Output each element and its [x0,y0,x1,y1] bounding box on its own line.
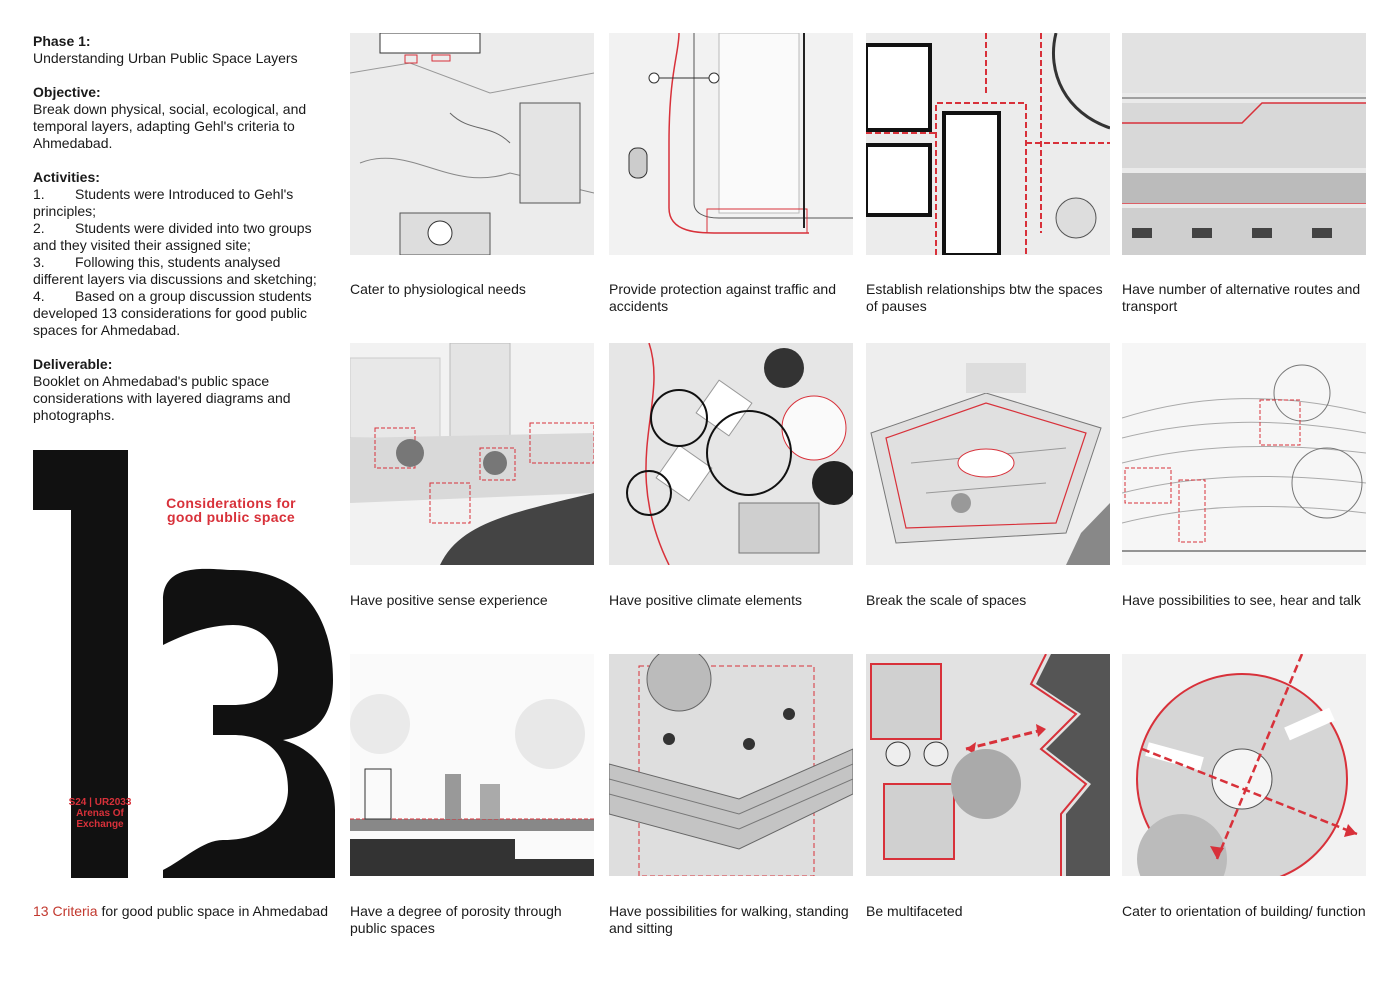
intro-text [33,33,333,441]
criterion-label: Cater to physiological needs [350,281,526,297]
criterion-label: Have positive sense experience [350,592,548,608]
criterion-label: Have possibilities for walking, standing and sitting [609,903,849,936]
plaza-plan [609,654,853,876]
criterion-label: Break the scale of spaces [866,592,1027,608]
course-name: Arenas Of Exchange [76,808,124,830]
activity-item: 4. Based on a group discussion students developed 13 considerations for good public spaces for Ahmedabad. [33,288,312,338]
objective-text: Break down physical, social, ecological, and temporal layers, adapting Gehl's criteria to Ahmedabad. [33,101,307,151]
criterion-label: Provide protection against traffic and accidents [609,281,836,314]
courtyard-axonometric [866,343,1110,565]
considerations-title: Considerations for good public space [166,495,296,525]
deliverable-heading: Deliverable: [33,356,113,372]
criterion-label: Have possibilities to see, hear and talk [1122,592,1361,608]
activity-item: 1. Students were Introduced to Gehl's principles; [33,186,294,219]
building-movement-plan [866,33,1110,255]
criterion-label: Establish relationships btw the spaces of pauses [866,281,1103,314]
road-section-plan [1122,33,1366,255]
activity-item: 2. Students were divided into two groups and they visited their assigned site; [33,220,312,253]
people-sketch [1122,343,1366,565]
riverfront-perspective [350,343,594,565]
footer-caption [33,903,328,919]
activities-heading: Activities: [33,169,100,185]
site-plan-drawing [350,33,594,255]
course-label [62,797,138,830]
criterion-label: Have positive climate elements [609,592,802,608]
objective-heading: Objective: [33,84,101,100]
street-section [350,654,594,876]
criterion-label: Cater to orientation of building/ function [1122,903,1366,919]
deliverable-text: Booklet on Ahmedabad's public space considerations with layered diagrams and photographs. [33,373,291,423]
footer-rest: for good public space in Ahmedabad [97,903,328,919]
circular-plaza-plan [1122,654,1366,876]
zigzag-plan [866,654,1110,876]
criterion-label: Have a degree of porosity through public spaces [350,903,562,936]
phase-heading: Phase 1: [33,33,91,49]
tree-canopy-plan [609,343,853,565]
activity-item: 3. Following this, students analysed different layers via discussions and sketching; [33,254,317,287]
phase-text: Understanding Urban Public Space Layers [33,50,298,66]
course-code: S24 | UR2033 [68,797,132,808]
footer-highlight: 13 Criteria [33,903,98,919]
criterion-label: Be multifaceted [866,903,963,919]
street-edge-plan [609,33,853,255]
criterion-label: Have number of alternative routes and transport [1122,281,1361,314]
